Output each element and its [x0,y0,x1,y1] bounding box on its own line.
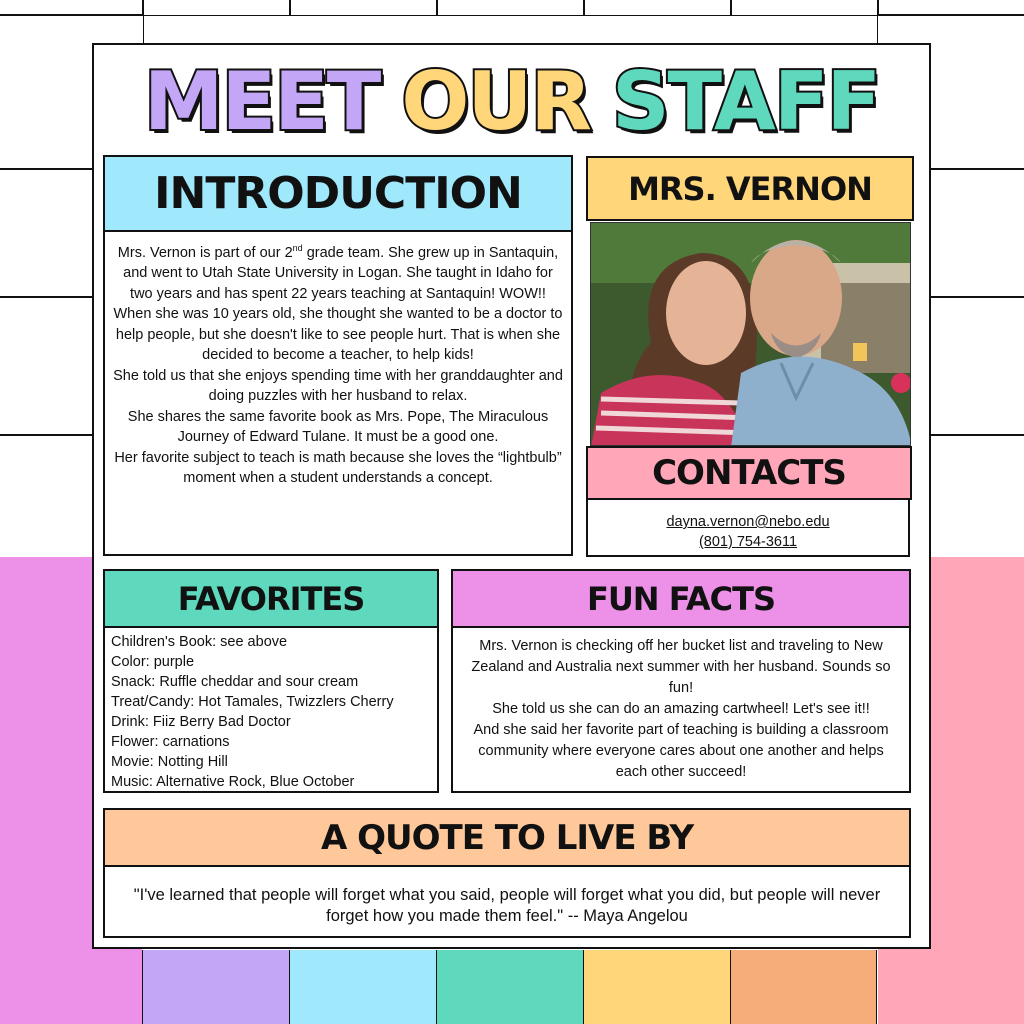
fun-facts-body [451,626,911,793]
intro-paragraph-4: She shares the same favorite book as Mrs. Pope, The Miraculous Journey of Edward Tulane. It must be a good one. [127,408,549,446]
favorite-item: Snack: Ruffle cheddar and sour cream [111,674,359,690]
teal-square [436,950,583,1024]
intro-p1-end: grade team. She grew up in Santaquin, and went to Utah State University in Logan. She taught in Idaho for two years and has spent 22 years teaching at Santaquin! WOW!! [123,244,559,302]
yellow-square [583,950,730,1024]
grid-cell [730,0,879,16]
intro-p1-start: Mrs. Vernon is part of our 2 [117,244,293,261]
staff-photo [590,222,911,446]
favorite-item: Children's Book: see above [111,634,288,650]
phone-link[interactable]: (801) 754-3611 [698,534,798,550]
quote-heading: A QUOTE TO LIVE BY [103,808,911,867]
contacts-body [586,498,910,557]
purple-square [142,950,289,1024]
fun-facts-heading: FUN FACTS [451,569,911,628]
quote-body: "I've learned that people will forget what you said, people will forget what you did, but people will never forget how you made them feel." -- Maya Angelou [103,865,911,938]
title-word-our: OUR [401,55,590,148]
favorites-heading: FAVORITES [103,569,439,628]
intro-paragraph-1 [113,238,563,304]
name-banner: MRS. VERNON [586,156,914,221]
orange-square [730,950,877,1024]
intro-paragraph-2: When she was 10 years old, she thought she wanted to be a doctor to help people, but she doesn't like to see people hurt. That is when she decided to become a teacher, to help kids! [113,306,563,364]
intro-paragraph-3: She told us that she enjoys spending time with her granddaughter and doing puzzles with her husband to relax. [113,367,563,405]
grid-cell [436,0,585,16]
favorites-list [103,626,439,793]
favorite-item: Flower: carnations [111,734,230,750]
fun-fact-paragraph: Mrs. Vernon is checking off her bucket list and traveling to New Zealand and Australia next summer with her husband. Sounds so fun! [471,638,891,696]
contacts-heading: CONTACTS [586,446,912,500]
favorite-item: Drink: Fiiz Berry Bad Doctor [111,714,291,730]
introduction-body [103,230,573,556]
sky-square [289,950,436,1024]
grid-cell [289,0,438,16]
intro-paragraph-5: Her favorite subject to teach is math because she loves the “lightbulb” moment when a student understands a concept. [114,449,562,487]
grid-cell [583,0,732,16]
intro-p1-sup: nd [292,243,303,253]
title-word-meet: MEET [143,55,380,148]
title-word-staff: STAFF [611,55,880,148]
email-link[interactable]: dayna.vernon@nebo.edu [666,514,830,530]
favorite-item: Movie: Notting Hill [111,754,228,770]
fun-fact-paragraph: And she said her favorite part of teaching is building a classroom community where everyone cares about one another and helps each other succeed! [473,722,889,780]
favorite-item: Color: purple [111,654,195,670]
introduction-heading: INTRODUCTION [103,155,573,232]
page-title [94,57,929,147]
grid-cell [142,0,291,16]
staff-photo-image [591,223,911,446]
favorite-item: Treat/Candy: Hot Tamales, Twizzlers Cherry [111,694,394,710]
fun-fact-paragraph: She told us she can do an amazing cartwheel! Let's see it!! [492,701,870,717]
favorite-item: Music: Alternative Rock, Blue October [111,774,355,790]
